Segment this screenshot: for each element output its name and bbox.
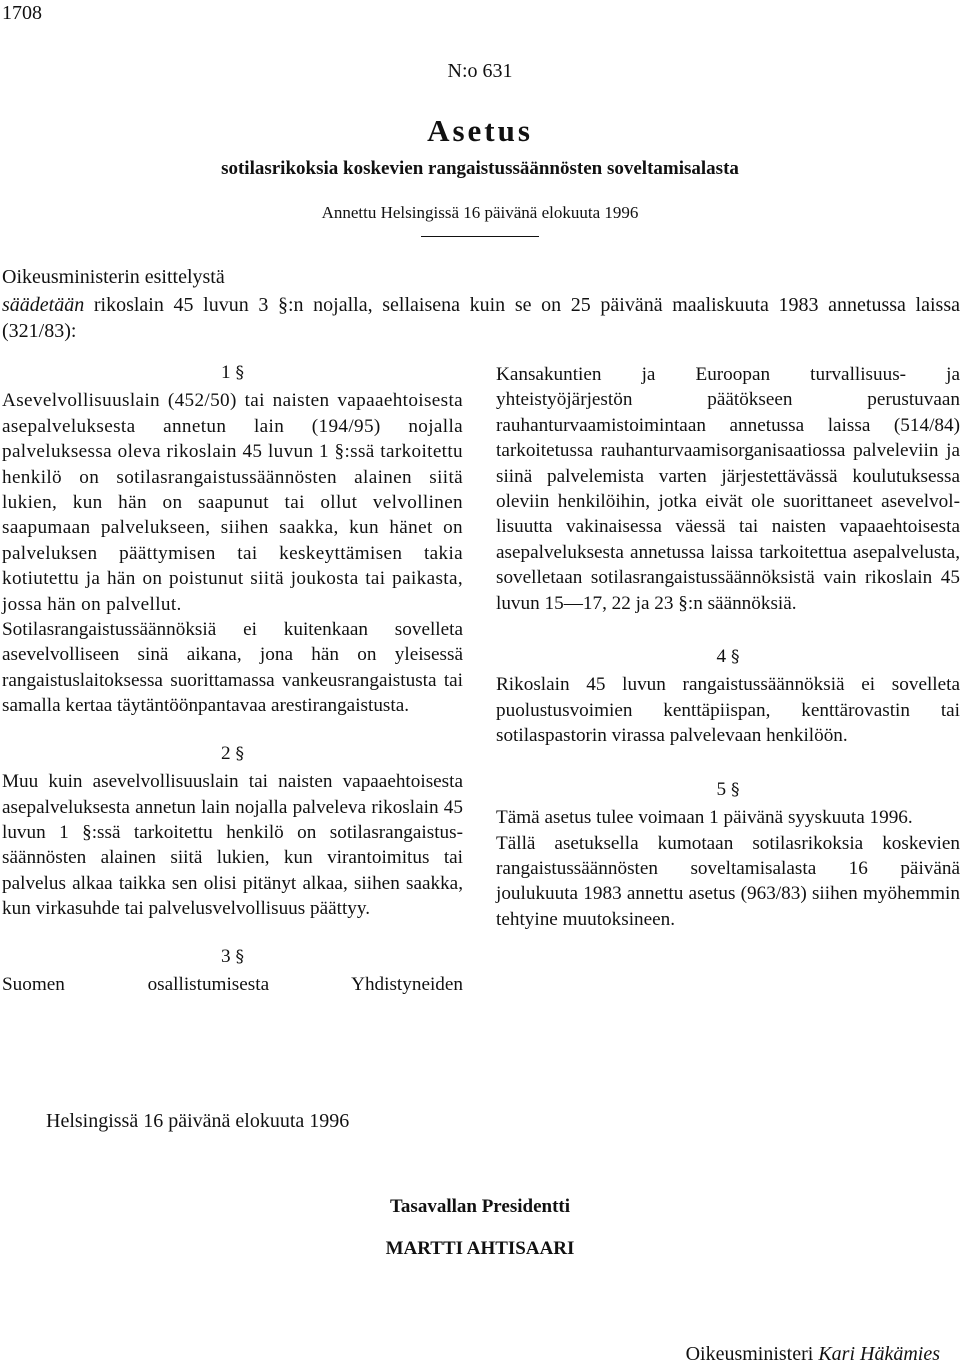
separator-rule <box>421 236 539 237</box>
minister-name: Kari Häkämies <box>818 1343 940 1365</box>
section-3-paragraph-1-start: Suomen osallistumisesta Yhdistyneiden <box>2 973 463 995</box>
signer-name: MARTTI AHTISAARI <box>385 1238 575 1259</box>
presenting-ministry: Oikeusministerin esittelystä <box>2 266 225 288</box>
section-sign: § <box>235 363 244 383</box>
left-column <box>2 360 463 997</box>
right-column <box>496 362 960 932</box>
section-4-heading: 4 § <box>716 646 740 668</box>
issue-date-line: Annettu Helsingissä 16 päivänä elokuuta 1996 <box>321 203 639 222</box>
section-4-paragraph-1: Rikoslain 45 luvun rangaistussäännöksiä ei sovelleta puolustusvoimien kenttäpiispan, kenttärovastin tai sotilaspastorin virassa palvelevaan henkilöön. <box>496 674 960 747</box>
section-5-paragraph-1: Tämä asetus tulee voimaan 1 päivänä syyskuuta 1996. <box>496 807 913 829</box>
section-5-heading: 5 § <box>716 778 740 800</box>
section-sign: § <box>730 647 740 668</box>
minister-title: Oikeusministeri <box>685 1343 814 1365</box>
section-5-paragraph-2: Tällä asetuksella kumotaan sotilasrikoksia koskevien rangaistussäännösten soveltamisalasta 16 päivänä joulukuuta 1983 annettu asetus (963/83) siihen myöhemmin tehtyine muutoksineen. <box>496 832 960 930</box>
section-3-heading: 3 § <box>221 945 244 967</box>
section-2-heading: 2 § <box>221 742 244 764</box>
section-3-paragraph-1-continued: Kansakuntien ja Euroopan turvallisuus- ja yhteistyöjärjestön päätökseen perustuvaan rauhanturvaamistoimintaan annetussa laissa (514/84) tarkoitetussa rauhanturvaamisorganisaatiossa palveleviin ja siinä palvelemista varten järjestettävässä koulutuksessa oleviin henkilöihin, jotka eivät ole suorittaneet asevelvollisuutta vakinaisessa väessä tai naisten vapaaehtoisesta asepalveluksesta annetussa laissa tarkoitettua asepalvelusta, sovelletaan sotilasrangaistussäännöksistä vain rikoslain 45 luvun 15—17, 22 ja 23 §:n säännöksiä. <box>496 364 960 614</box>
enactment-text: rikoslain 45 luvun 3 §:n nojalla, sellaisena kuin se on 25 päivänä maaliskuuta 1983 annetussa laissa (321/83): <box>2 294 960 342</box>
signer-title: Tasavallan Presidentti <box>390 1196 570 1217</box>
section-1-paragraph-1: Asevelvollisuuslain (452/50) tai naisten vapaaehtoisesta asepalveluksesta annetun lain (194/95) nojalla palveluksessa oleva rikoslain 45 luvun 1 §:ssä tarkoitettu henkilö on sotilasrangaistussäännösten alainen siitä lukien, kun hän on saapunut tai ollut velvollinen saapumaan palvelukseen, siihen saakka, kun hänet on palveluksen päättymisen tai keskeyttämisen takia kotiutettu ja hän on poistunut siitä joukosta tai paikasta, jossa hän on palvellut. <box>2 390 463 615</box>
enactment-verb: säädetään <box>2 294 85 316</box>
document-title: sotilasrikoksia koskevien rangaistussäännösten soveltamisalasta <box>221 158 739 179</box>
section-1-paragraph-2: Sotilasrangaistussäännöksiä ei kuitenkaan sovelleta asevelvolliseen sinä aikana, jona hän on yleisessä rangaistuslaitoksessa suorittamassa vankeusrangaistusta tai samalla kertaa täytäntöönpantavaa arestirangaistusta. <box>2 619 463 717</box>
section-2-paragraph-1: Muu kuin asevelvollisuuslain tai naisten vapaaehtoisesta asepalveluksesta annetun lain nojalla palveleva rikoslain 45 luvun 1 §:ssä tarkoitettu henkilö on sotilasrangaistussäännösten alainen siitä lukien, kun virantoimitus tai palvelus alkaa taikka sen olisi pitänyt alkaa, siihen saakka, kun virkasuhde tai palvelusvelvollisuus päättyy. <box>2 771 463 920</box>
section-sign: § <box>730 779 740 800</box>
signing-place-date: Helsingissä 16 päivänä elokuuta 1996 <box>46 1110 350 1132</box>
section-1-heading: 1 § <box>221 362 244 383</box>
section-sign: § <box>235 743 244 764</box>
page-number: 1708 <box>2 2 42 24</box>
section-sign: § <box>235 946 244 967</box>
countersignature <box>686 1343 940 1366</box>
document-type-heading: Asetus <box>427 113 533 148</box>
statute-number: N:o 631 <box>447 60 513 82</box>
enactment-clause <box>2 292 960 344</box>
